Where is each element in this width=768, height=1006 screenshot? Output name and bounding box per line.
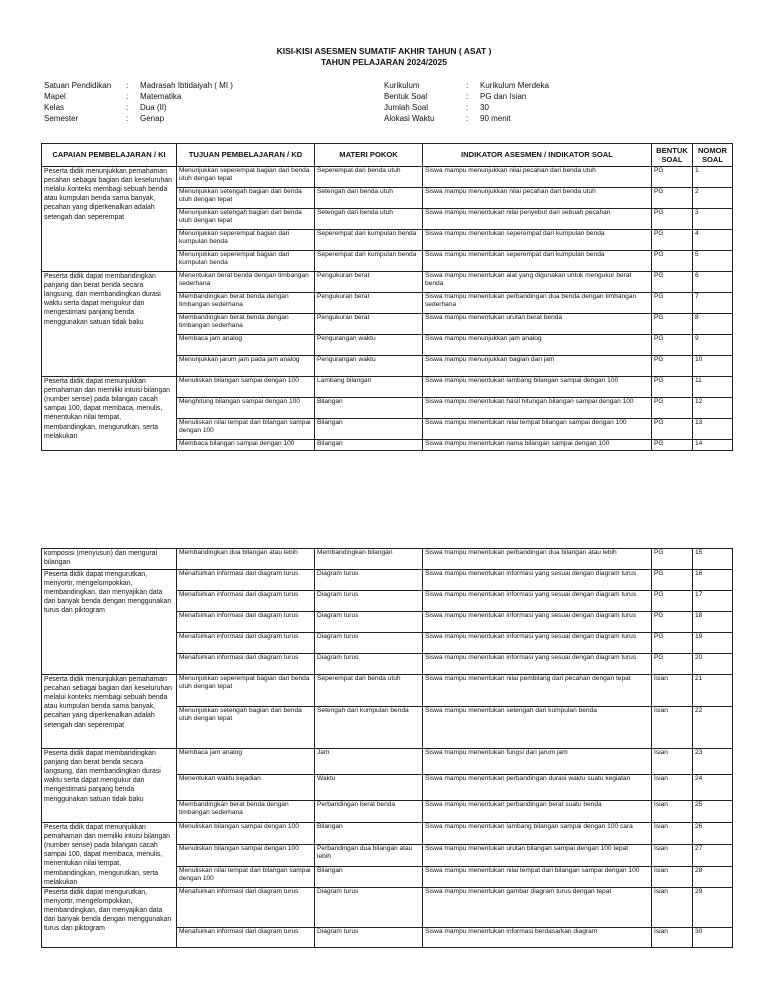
capaian-cell: Peserta didik dapat membandingkan panjang dan berat benda secara langsung, dan membandingkan durasi waktu serta dapat mengukur dan mengestimasi panjang benda menggunakan satuan tidak baku — [42, 272, 177, 377]
nomor-soal-cell: 22 — [693, 707, 733, 749]
materi-cell: Pengukuran berat — [315, 293, 423, 314]
indikator-cell: Siswa mampu menentukan informasi yang sesuai dengan diagram turus — [423, 591, 652, 612]
document-title: KISI-KISI ASESMEN SUMATIF AKHIR TAHUN ( ASAT ) — [276, 46, 492, 56]
table-row — [42, 570, 733, 591]
kisi-kisi-table-page-2 — [41, 548, 733, 948]
bentuk-soal-cell: Isian — [652, 823, 693, 845]
tujuan-cell: Menafsirkan informasi dari diagram turus — [177, 612, 315, 633]
bentuk-soal-cell: Isian — [652, 866, 693, 887]
materi-cell: Diagram turus — [315, 633, 423, 654]
tujuan-cell: Membandingkan dua bilangan atau lebih — [177, 549, 315, 570]
bentuk-soal-cell: PG — [652, 230, 693, 251]
meta-row: Alokasi Waktu : 90 menit — [384, 114, 511, 123]
tujuan-cell: Menunjukkan seperempat bagian dari benda utuh dengan tepat — [177, 675, 315, 707]
meta-row: Mapel : Matematika — [44, 92, 182, 101]
bentuk-soal-cell: Isian — [652, 675, 693, 707]
tujuan-cell: Menunjukkan setengah bagian dari benda utuh dengan tepat — [177, 707, 315, 749]
header-indikator: INDIKATOR ASESMEN / INDIKATOR SOAL — [423, 144, 652, 167]
nomor-soal-cell: 5 — [693, 251, 733, 272]
materi-cell: Perbandingan berat benda — [315, 801, 423, 823]
indikator-cell: Siswa mampu menentukan informasi yang sesuai dengan diagram turus — [423, 612, 652, 633]
tujuan-cell: Menentukan waktu kejadian — [177, 775, 315, 801]
table-row — [42, 887, 733, 927]
capaian-cell: Peserta didik dapat mengurutkan, menyortir, mengelompokkan, membandingkan, dan menyajikan data dari banyak benda dengan menggunakan turus dan piktogram — [42, 887, 177, 947]
indikator-cell: Siswa mampu menentukan lambang bilangan sampai dengan 100 cara — [423, 823, 652, 845]
header-tujuan: TUJUAN PEMBELAJARAN / KD — [177, 144, 315, 167]
header-bentuk-soal: BENTUK SOAL — [652, 144, 693, 167]
table-row — [42, 675, 733, 707]
materi-cell: Diagram turus — [315, 612, 423, 633]
tujuan-cell: Menuliskan bilangan sampai dengan 100 — [177, 844, 315, 866]
nomor-soal-cell: 24 — [693, 775, 733, 801]
bentuk-soal-cell: Isian — [652, 749, 693, 775]
meta-row: Bentuk Soal : PG dan Isian — [384, 92, 527, 101]
materi-cell: Perbandingan dua bilangan atau lebih — [315, 844, 423, 866]
materi-cell: Diagram turus — [315, 927, 423, 947]
tujuan-cell: Menafsirkan informasi dari diagram turus — [177, 887, 315, 927]
indikator-cell: Siswa mampu menentukan seperempat dari kumpulan benda — [423, 251, 652, 272]
tujuan-cell: Membandingkan berat benda dengan timbangan sederhana — [177, 293, 315, 314]
tujuan-cell: Menghitung bilangan sampai dengan 100 — [177, 398, 315, 419]
nomor-soal-cell: 20 — [693, 654, 733, 675]
tujuan-cell: Menafsirkan informasi dari diagram turus — [177, 927, 315, 947]
header-materi: MATERI POKOK — [315, 144, 423, 167]
materi-cell: Pengukuran berat — [315, 314, 423, 335]
materi-cell: Diagram turus — [315, 887, 423, 927]
nomor-soal-cell: 4 — [693, 230, 733, 251]
meta-value: Dua (II) — [140, 103, 167, 112]
tujuan-cell: Menuliskan bilangan sampai dengan 100 — [177, 823, 315, 845]
tujuan-cell: Membaca bilangan sampai dengan 100 — [177, 440, 315, 451]
table-row — [42, 377, 733, 398]
nomor-soal-cell: 17 — [693, 591, 733, 612]
table-row — [42, 823, 733, 845]
table-row — [42, 749, 733, 775]
materi-cell: Diagram turus — [315, 654, 423, 675]
nomor-soal-cell: 8 — [693, 314, 733, 335]
materi-cell: Bilangan — [315, 440, 423, 451]
indikator-cell: Siswa mampu menentukan fungsi dari jarum jam — [423, 749, 652, 775]
meta-value: Genap — [140, 114, 165, 123]
indikator-cell: Siswa mampu menentukan alat yang digunakan untuk mengukur berat benda — [423, 272, 652, 293]
tujuan-cell: Menentukan berat benda dengan timbangan sederhana — [177, 272, 315, 293]
meta-label: Jumlah Soal — [384, 103, 429, 112]
indikator-cell: Siswa mampu menentukan informasi yang sesuai dengan diagram turus — [423, 633, 652, 654]
indikator-cell: Siswa mampu menentukan informasi yang sesuai dengan diagram turus — [423, 654, 652, 675]
capaian-cell: komposisi (menyusun) dan mengurai bilangan — [42, 549, 177, 570]
materi-cell: Setengah dari kumpulan benda — [315, 707, 423, 749]
nomor-soal-cell: 16 — [693, 570, 733, 591]
nomor-soal-cell: 21 — [693, 675, 733, 707]
tujuan-cell: Menafsirkan informasi dari diagram turus — [177, 591, 315, 612]
nomor-soal-cell: 14 — [693, 440, 733, 451]
meta-label: Bentuk Soal — [384, 92, 428, 101]
indikator-cell: Siswa mampu menentukan setengah dari kumpulan benda — [423, 707, 652, 749]
indikator-cell: Siswa mampu menentukan perbandingan durasi waktu suatu kegiatan — [423, 775, 652, 801]
bentuk-soal-cell: PG — [652, 377, 693, 398]
nomor-soal-cell: 23 — [693, 749, 733, 775]
materi-cell: Waktu — [315, 775, 423, 801]
tujuan-cell: Menuliskan nilai tempat dari bilangan sampai dengan 100 — [177, 419, 315, 440]
nomor-soal-cell: 6 — [693, 272, 733, 293]
indikator-cell: Siswa mampu menentukan nilai tempat dari bilangan sampai dengan 100 — [423, 866, 652, 887]
materi-cell: Seperempat dari kumpulan benda — [315, 251, 423, 272]
materi-cell: Bilangan — [315, 419, 423, 440]
capaian-cell: Peserta didik dapat mengurutkan, menyortir, mengelompokkan, membandingkan, dan menyajikan data dari banyak benda dengan menggunakan turus dan piktogram — [42, 570, 177, 675]
indikator-cell: Siswa mampu menunjukkan jam analog — [423, 335, 652, 356]
meta-label: Alokasi Waktu — [384, 114, 435, 123]
meta-row: Jumlah Soal : 30 — [384, 103, 489, 112]
bentuk-soal-cell: PG — [652, 356, 693, 377]
table-row — [42, 272, 733, 293]
meta-row: Kurikulum : Kurikulum Merdeka — [384, 81, 549, 90]
bentuk-soal-cell: PG — [652, 188, 693, 209]
nomor-soal-cell: 26 — [693, 823, 733, 845]
materi-cell: Pengurangan waktu — [315, 335, 423, 356]
nomor-soal-cell: 1 — [693, 167, 733, 188]
indikator-cell: Siswa mampu menentukan nilai pembilang dari pecahan dengan tepat — [423, 675, 652, 707]
bentuk-soal-cell: PG — [652, 251, 693, 272]
tujuan-cell: Membaca jam analog — [177, 335, 315, 356]
capaian-cell: Peserta didik dapat menunjukkan pemahaman dan memiliki intuisi bilangan (number sense) pada bilangan cacah sampai 100, dapat membaca, menulis, menentukan nilai tempat, membandingkan, mengurutkan, serta melakukan — [42, 823, 177, 888]
bentuk-soal-cell: Isian — [652, 707, 693, 749]
materi-cell: Lambang bilangan — [315, 377, 423, 398]
tujuan-cell: Menuliskan nilai tempat dari bilangan sampai dengan 100 — [177, 866, 315, 887]
nomor-soal-cell: 7 — [693, 293, 733, 314]
indikator-cell: Siswa mampu menentukan perbandingan dua benda dengan timbangan sederhana — [423, 293, 652, 314]
meta-label: Mapel — [44, 92, 66, 101]
materi-cell: Bilangan — [315, 823, 423, 845]
nomor-soal-cell: 25 — [693, 801, 733, 823]
nomor-soal-cell: 19 — [693, 633, 733, 654]
table-row — [42, 167, 733, 188]
materi-cell: Seperempat dari kumpulan benda — [315, 230, 423, 251]
nomor-soal-cell: 2 — [693, 188, 733, 209]
indikator-cell: Siswa mampu menunjukkan bagian dari jam — [423, 356, 652, 377]
indikator-cell: Siswa mampu menentukan informasi yang sesuai dengan diagram turus — [423, 570, 652, 591]
tujuan-cell: Membandingkan berat benda dengan timbangan sederhana — [177, 801, 315, 823]
indikator-cell: Siswa mampu menentukan seperempat dari kumpulan benda — [423, 230, 652, 251]
tujuan-cell: Menunjukkan seperempat bagian dari kumpulan benda — [177, 230, 315, 251]
bentuk-soal-cell: PG — [652, 167, 693, 188]
table-header-row — [42, 144, 733, 167]
materi-cell: Pengukuran berat — [315, 272, 423, 293]
materi-cell: Membandingkan bilangan — [315, 549, 423, 570]
meta-value: Madrasah Ibtidaiyah ( MI ) — [140, 81, 233, 90]
nomor-soal-cell: 30 — [693, 927, 733, 947]
bentuk-soal-cell: PG — [652, 209, 693, 230]
capaian-cell: Peserta didik dapat menunjukkan pemahaman dan memiliki intuisi bilangan (number sense) pada bilangan cacah sampai 100, dapat membaca, menulis, menentukan nilai tempat, membandingkan, mengurutkan, serta melakukan — [42, 377, 177, 451]
indikator-cell: Siswa mampu menentukan urutan berat benda — [423, 314, 652, 335]
meta-value: Matematika — [140, 92, 182, 101]
nomor-soal-cell: 11 — [693, 377, 733, 398]
indikator-cell: Siswa mampu menentukan nilai tempat bilangan sampai dengan 100 — [423, 419, 652, 440]
tujuan-cell: Menafsirkan informasi dari diagram turus — [177, 633, 315, 654]
indikator-cell: Siswa mampu menentukan nilai penyebut dari sebuah pecahan — [423, 209, 652, 230]
nomor-soal-cell: 13 — [693, 419, 733, 440]
indikator-cell: Siswa mampu menentukan gambar diagram turus dengan tepat — [423, 887, 652, 927]
tujuan-cell: Menafsirkan informasi dari diagram turus — [177, 570, 315, 591]
capaian-cell: Peserta didik dapat membandingkan panjang dan berat benda secara langsung, dan membandingkan durasi waktu serta dapat mengukur dan mengestimasi panjang benda menggunakan satuan tidak baku — [42, 749, 177, 823]
capaian-cell: Peserta didik menunjukkan pemahaman pecahan sebagai bagian dari keseluruhan melalui konteks membagi sebuah benda atau kumpulan benda sama banyak, pecahan yang diperkenalkan adalah setengah dan seperempat — [42, 675, 177, 749]
indikator-cell: Siswa mampu menentukan urutan bilangan sampai dengan 100 tepat — [423, 844, 652, 866]
indikator-cell: Siswa mampu menentukan hasil hitungan bilangan sampai dengan 100 — [423, 398, 652, 419]
meta-value: 30 — [480, 103, 489, 112]
tujuan-cell: Membandingkan berat benda dengan timbangan sederhana — [177, 314, 315, 335]
meta-value: 90 menit — [480, 114, 511, 123]
bentuk-soal-cell: PG — [652, 335, 693, 356]
tujuan-cell: Menunjukkan seperempat bagian dari benda utuh dengan tepat — [177, 167, 315, 188]
kisi-kisi-table-page-1 — [41, 143, 733, 451]
nomor-soal-cell: 3 — [693, 209, 733, 230]
tujuan-cell: Menuliskan bilangan sampai dengan 100 — [177, 377, 315, 398]
indikator-cell: Siswa mampu menentukan perbandingan berat suatu benda — [423, 801, 652, 823]
bentuk-soal-cell: PG — [652, 440, 693, 451]
meta-label: Kelas — [44, 103, 65, 112]
bentuk-soal-cell: Isian — [652, 887, 693, 927]
bentuk-soal-cell: Isian — [652, 775, 693, 801]
indikator-cell: Siswa mampu menunjukkan nilai pecahan dari benda utuh — [423, 167, 652, 188]
meta-row: Satuan Pendidikan : Madrasah Ibtidaiyah ( MI ) — [44, 81, 233, 90]
meta-row: Kelas : Dua (II) — [44, 103, 167, 112]
materi-cell: Bilangan — [315, 398, 423, 419]
materi-cell: Diagram turus — [315, 570, 423, 591]
nomor-soal-cell: 27 — [693, 844, 733, 866]
nomor-soal-cell: 10 — [693, 356, 733, 377]
bentuk-soal-cell: PG — [652, 398, 693, 419]
indikator-cell: Siswa mampu menentukan lambang bilangan sampai dengan 100 — [423, 377, 652, 398]
materi-cell: Jam — [315, 749, 423, 775]
meta-value: Kurikulum Merdeka — [480, 81, 549, 90]
meta-label: Satuan Pendidikan — [44, 81, 112, 90]
indikator-cell: Siswa mampu menentukan informasi berdasarkan diagram — [423, 927, 652, 947]
header-capaian: CAPAIAN PEMBELAJARAN / KI — [42, 144, 177, 167]
materi-cell: Seperempat dari benda utuh — [315, 167, 423, 188]
materi-cell: Pengurangan waktu — [315, 356, 423, 377]
meta-label: Kurikulum — [384, 81, 420, 90]
bentuk-soal-cell: PG — [652, 272, 693, 293]
materi-cell: Setengah dari benda utuh — [315, 209, 423, 230]
bentuk-soal-cell: PG — [652, 591, 693, 612]
table-row — [42, 549, 733, 570]
materi-cell: Seperempat dari benda utuh — [315, 675, 423, 707]
document-subtitle: TAHUN PELAJARAN 2024/2025 — [321, 57, 447, 67]
meta-right — [384, 80, 549, 124]
nomor-soal-cell: 15 — [693, 549, 733, 570]
nomor-soal-cell: 12 — [693, 398, 733, 419]
indikator-cell: Siswa mampu menentukan nama bilangan sampai dengan 100 — [423, 440, 652, 451]
bentuk-soal-cell: PG — [652, 314, 693, 335]
tujuan-cell: Menunjukkan jarum jam pada jam analog — [177, 356, 315, 377]
bentuk-soal-cell: Isian — [652, 844, 693, 866]
materi-cell: Bilangan — [315, 866, 423, 887]
bentuk-soal-cell: PG — [652, 654, 693, 675]
bentuk-soal-cell: Isian — [652, 801, 693, 823]
bentuk-soal-cell: Isian — [652, 927, 693, 947]
capaian-cell: Peserta didik menunjukkan pemahaman pecahan sebagai bagian dari keseluruhan melalui konteks membagi sebuah benda atau kumpulan benda sama banyak, pecahan yang diperkenalkan adalah setengah dan seperempat — [42, 167, 177, 272]
tujuan-cell: Menunjukkan setengah bagian dari benda utuh dengan tepat — [177, 209, 315, 230]
materi-cell: Diagram turus — [315, 591, 423, 612]
indikator-cell: Siswa mampu menunjukkan nilai pecahan dari benda utuh — [423, 188, 652, 209]
bentuk-soal-cell: PG — [652, 633, 693, 654]
indikator-cell: Siswa mampu menentukan perbandingan dua bilangan atau lebih — [423, 549, 652, 570]
bentuk-soal-cell: PG — [652, 293, 693, 314]
tujuan-cell: Menafsirkan informasi dari diagram turus — [177, 654, 315, 675]
meta-row: Semester : Genap — [44, 114, 165, 123]
bentuk-soal-cell: PG — [652, 570, 693, 591]
header-nomor-soal: NOMOR SOAL — [693, 144, 733, 167]
nomor-soal-cell: 18 — [693, 612, 733, 633]
meta-left — [44, 80, 233, 124]
tujuan-cell: Membaca jam analog — [177, 749, 315, 775]
tujuan-cell: Menunjukkan seperempat bagian dari kumpulan benda — [177, 251, 315, 272]
materi-cell: Setengah dari benda utuh — [315, 188, 423, 209]
meta-label: Semester — [44, 114, 79, 123]
tujuan-cell: Menunjukkan setengah bagian dari benda utuh dengan tepat — [177, 188, 315, 209]
bentuk-soal-cell: PG — [652, 612, 693, 633]
meta-value: PG dan Isian — [480, 92, 527, 101]
nomor-soal-cell: 9 — [693, 335, 733, 356]
nomor-soal-cell: 29 — [693, 887, 733, 927]
bentuk-soal-cell: PG — [652, 549, 693, 570]
bentuk-soal-cell: PG — [652, 419, 693, 440]
nomor-soal-cell: 28 — [693, 866, 733, 887]
